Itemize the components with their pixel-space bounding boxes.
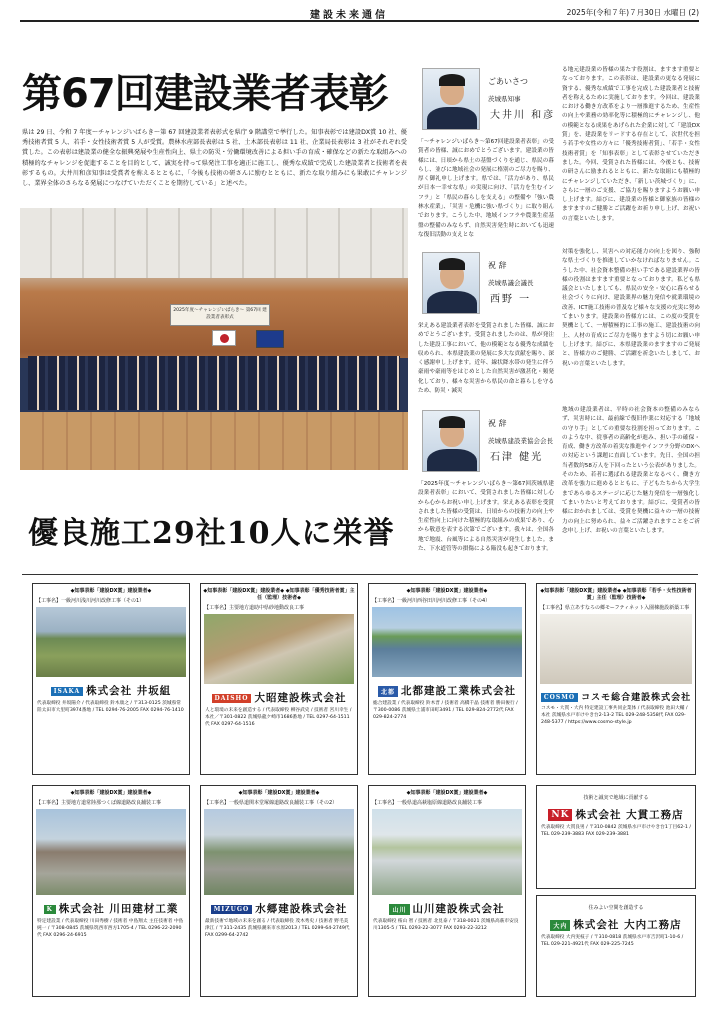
- greeting-role: 祝 辞: [488, 419, 507, 428]
- greeting-text: 対策を強化し、災害への対応能力の向上を図り、強靭な県土づくりを推進していかなければなりません。こうした中、社会資本整備の担い手である建設業界の皆様の役割はますます重要となっております。私ども県議会といたしましても、県民の安全・安心に暮らせる社会づくりに向け、建設業界の魅力発信や就業環境の改善、ICT施工技術の普及など様々な支援の充実に努めてまいります。建設業の皆様方には、この度の受賞を契機として、一層積極的に工事の施工、建設技術の向上、人材の育成にご尽力を賜りますよう切にお願い申し上げます。結びに、本県建設業のますますのご発展と、皆様方のご健勝、ご活躍を祈念いたしまして、お祝いの言葉といたします。: [562, 249, 700, 367]
- governor-portrait: [422, 68, 480, 130]
- site-photo: [372, 809, 522, 895]
- ad-company: [33, 901, 189, 916]
- people-row: [28, 356, 400, 374]
- ad-onuki: [536, 785, 696, 889]
- company-name: コスモ総合建設株式会社: [581, 693, 692, 703]
- greeting-name: 石津 健光: [490, 452, 544, 463]
- greeting-text: 「2025年度〜チャレンジいばらき〜第67回茨城県建設業者表彰」において、受賞されました皆様に対し心から心からお祝い申し上げます。栄えある表彰を受賞されました皆様の受賞は、日頃からの技術力の向上や生産性向上に向けた積極的な取組みの成果であり、心から敬意を表する次第でございます。我々は、全国各地で地震、台風等による自然災害が発生しました。また、下水道管等の損傷による陥没も起きております。: [418, 481, 554, 553]
- ad-info: コスモ・大貫・大内 特定建設工事共同企業体 / 代表取締役 池田大輔 / 本社 茨城県水戸市けやき台2-13-2 TEL 029-248-5358代 FAX 029-248-5377 / https://www.cosmo-style.jp: [541, 706, 688, 725]
- ad-tagline: 住みよい空間を創造する: [588, 905, 644, 911]
- ad-hokuto: [368, 583, 526, 775]
- ad-work: 【工事名】一般県道関本堂塚線道路改良舗装工事（その2）: [204, 800, 338, 806]
- ad-company: [537, 807, 695, 822]
- ad-info: 特定建設業 / 代表取締役 川田秀樹 / 技術者 中島翔太 主任技術者 中島純一 / 〒308-0845 茨城県筑西市西方1705-4 / TEL 0296-22-2090代 FAX 0296-24-6915: [37, 919, 184, 938]
- greeting-text: る地元建設業の皆様の果たす役割は、ますます重要となっております。この表彰は、建設業の更なる発展に資する、優秀な成績で工事を完成した建設業者と技術者を称えるために実施しております。今回は、建設業における働き方改革をより一層推進するため、生産性の向上や業務の効率化等に積極的にチャレンジし、他の模範となる成果をあげられた企業に対して「建設DX賞」を、建設業をリードする存在として、次世代を担う若手や女性の方々に「優秀技術者賞」、「若手・女性技術者賞」を「知事表彰」として表彰させていただきました。今回、受賞された皆様には、今後とも、技術の研さんに励まれるとともに、新たな取組にも積極的にチャレンジしていただき、「新しい茨城づくり」に、さらに一層のご支援、ご協力を賜りますようお願い申し上げます。結びに、建設業の皆様と御家族の皆様のますますのご健勝とご活躍をお祈り申し上げ、お祝いの言葉といたします。: [562, 67, 700, 222]
- ad-category: ◆知事表彰「建設DX賞」建設業者◆: [70, 588, 152, 594]
- greeting-name: 西野 一: [490, 294, 532, 305]
- company-name: 株式会社 大内工務店: [573, 919, 682, 931]
- greeting-text: 栄えある建設業者表彰を受賞されました皆様、誠におめでとうございます。受賞されましたのは、県が発注した建設工事において、他の模範となる優秀な成績を収められ、本県建設業の発展に多大な貢献を賜り、深く感謝申し上げます。近年、線状降水帯の発生に伴う豪雨や豪雨等をはじめとした自然災害が激甚化・頻発化しており、様々な災害から県民の命と暮らしを守るため、防災・減災: [418, 323, 554, 395]
- greeting-affiliation: 茨城県建設業協会会長: [488, 437, 553, 445]
- company-logo: DAISHO: [212, 694, 252, 703]
- ad-info: 代表取締役 大内実枝子 / 〒310-0818 茨城県水戸市吉沢町1-10-6 / TEL 029-221-4921代 FAX 029-225-7245: [541, 935, 684, 947]
- floor: [20, 412, 408, 470]
- greeting-affiliation: 茨城県議会議長: [488, 279, 534, 287]
- ad-category: ◆知事表彰「建設DX賞」建設業者◆: [238, 790, 320, 796]
- site-photo: [372, 607, 522, 677]
- company-logo: 大内: [550, 920, 570, 931]
- main-headline: 第67回建設業者表彰: [22, 71, 388, 117]
- ad-work: 【工事名】一般県道高萩塩原線道路改良舗装工事: [372, 800, 483, 806]
- site-photo: [540, 614, 692, 684]
- ad-cosmo: [536, 583, 696, 775]
- greeting-name: 大井川 和彦: [490, 110, 556, 121]
- association-portrait: [422, 410, 480, 472]
- ad-info: 代表取締役 桜山 智 / 技術者 北見泰 / 〒318-0021 茨城県高萩市安良川1305-5 / TEL 0293-22-3077 FAX 0293-22-3212: [373, 919, 519, 931]
- ad-mizugo: [200, 785, 358, 997]
- masthead: [20, 6, 699, 22]
- people-row: [28, 374, 400, 392]
- ad-ouchi: [536, 895, 696, 997]
- company-name: 山川建設株式会社: [412, 903, 505, 915]
- event-banner: 2025年度〜チャレンジいばらき〜 第67回 建設業者表彰式: [170, 304, 270, 326]
- company-name: 北都建設工業株式会社: [401, 685, 516, 697]
- ad-yamakawa: [368, 785, 526, 997]
- ad-info: 代表取締役 大貫良男 / 〒310-0842 茨城県水戸市けやき台1丁目62-1 / TEL 029-239-3883 FAX 029-239-3881: [541, 825, 691, 837]
- ad-category: ◆知事表彰「建設DX賞」建設業者◆: [406, 790, 488, 796]
- site-photo: [204, 809, 354, 895]
- greeting-role: 祝 辞: [488, 261, 507, 270]
- ad-company: [369, 901, 525, 916]
- greeting-speaker: [418, 249, 700, 402]
- site-photo: [204, 614, 354, 684]
- ceiling: [20, 208, 408, 278]
- greeting-role: ごあいさつ: [488, 77, 528, 86]
- japan-flag: [212, 330, 236, 346]
- paper-name: 建設未来通信: [310, 10, 388, 21]
- ceremony-photo: [20, 208, 408, 470]
- greeting-association: [418, 407, 700, 570]
- company-logo: 山川: [389, 904, 409, 915]
- company-name: 株式会社 井坂組: [86, 685, 172, 697]
- ad-work: 【工事名】一級河川西谷田川河川改修工事（その4）: [372, 598, 491, 604]
- ad-company: [201, 901, 357, 916]
- ad-company: [537, 690, 695, 703]
- company-name: 水郷建設株式会社: [255, 903, 348, 915]
- issue-date: 2025年(令和７年)７月30日 水曜日 (2): [566, 8, 699, 17]
- ibaraki-flag: [256, 330, 284, 348]
- ad-kawada: [32, 785, 190, 997]
- ad-tagline: 技術と誠実で地域に貢献する: [583, 795, 649, 801]
- company-name: 大昭建設株式会社: [254, 692, 347, 704]
- greeting-text: 「〜チャレンジいばらき〜第67回建設業者表彰」の受賞者の皆様、誠におめでとうございます。建設業の皆様には、日頃から県土の基盤づくりを通じ、県民の暮らし、並びに地域社会の発展に格別のご尽力を賜り、厚く御礼申し上げます。県では、「活力があり、県民が日本一幸せな県」の実現に向け、「活力を生むインフラ」と「県民の暮らしを支える」の整備や「強い農林水産業」、「災害・危機に強い県づくり」に取り組んでおります。こうした中、地域インフラや農業生産基盤の整備のみならず、自然災害発生時においても迅速な復旧活動の支えとな: [418, 139, 554, 238]
- ad-company: [201, 690, 357, 705]
- greeting-governor: [418, 68, 700, 254]
- company-logo: COSMO: [541, 693, 578, 702]
- company-logo: NK: [548, 809, 572, 821]
- ad-category: ◆知事表彰「建設DX賞」建設業者◆: [406, 588, 488, 594]
- people-row: [28, 392, 400, 410]
- site-photo: [36, 607, 186, 677]
- greeting-text: 地域の建設業者は、平時の社会資本の整備のみならず、災害時には、最前線で復旧作業に対応する「地域の守り手」としての重要な役割を担っております。このような中、従事者の高齢化が進み、担い手の確保・育成、働き方改革の着実な推進やインフラ分野のDXへの対応という課題に直面しています。先日、全国の担当者数約58万人を下回ったという公表がありました。そのため、若者に選ばれる建設業となるべく、働き方改革を強力に進めるとともに、子どもたちから大学生まであらゆるステージに応じた魅力発信を一層強化してまいりたいと考えております。結びに、受賞者の皆様におかれましては、受賞を契機に益々の一層の技術力の向上に努められ、益々ご活躍されますことをご祈念申し上げ、お祝いの言葉といたします。: [562, 407, 700, 534]
- ad-info: 代表取締役 井坂陽介 / 代表取締役 鈴木康之 / 〒313-0125 茨城県常陸太田市大里町3974番地 / TEL 0294-76-2005 FAX 0294-76-1410: [37, 701, 184, 713]
- company-name: 株式会社 川田建材工業: [58, 903, 179, 915]
- advertisement-section: [22, 574, 698, 1002]
- ad-category: ◆知事表彰「建設DX賞」建設業者◆: [70, 790, 152, 796]
- ad-daisho: [200, 583, 358, 775]
- company-logo: MIZUGO: [211, 905, 252, 914]
- ad-info: 最新技術で地域の未来を創る / 代表取締役 茂木秀史 / 技術者 野毛美津江 / 〒311-2435 茨城県潮来市水原2013 / TEL 0299-64-2749代 FAX 0299-64-2742: [205, 919, 350, 938]
- ad-work: 【工事名】主要地方道助中県砂地動改良工事: [204, 605, 305, 611]
- sub-headline: 優良施工29社10人に栄誉: [28, 516, 395, 551]
- ad-category: ◆知事表彰「建設DX賞」建設業者◆ ◆知事表彰「優秀技術者賞」主任（監理）技術者◆: [203, 588, 355, 601]
- company-logo: 北都: [378, 686, 398, 697]
- ad-company: [537, 917, 695, 932]
- company-logo: ISAKA: [51, 687, 83, 696]
- ad-work: 【工事名】一級河川浅川河川改修工事（その1）: [36, 598, 145, 604]
- site-photo: [36, 809, 186, 895]
- ad-info: 人と環境の未来を創造する / 代表取締役 柳谷武史 / 技術者 宮川幸生 / 本社／〒301-0822 茨城県龍ケ崎市1686番地 / TEL 0297-64-1511代 FAX 0297-64-1516: [205, 708, 352, 727]
- ad-company: [33, 683, 189, 698]
- ad-category: ◆知事表彰「建設DX賞」建設業者◆ ◆知事表彰「若手・女性技術者賞」主任（監理）技術者◆: [540, 588, 692, 601]
- ad-info: 総合建設業 / 代表取締役 鈴木晋 / 技術者 高橋千晶 技術者 勝田俊行 / 〒300-0086 茨城県土浦市田町3491 / TEL 029-824-2772代 FAX 029-824-2774: [373, 701, 518, 720]
- ad-company: [369, 683, 525, 698]
- ad-isaka: [32, 583, 190, 775]
- ad-work: 【工事名】主要地方道常陸那つくば線道路改良舗装工事: [36, 800, 162, 806]
- speaker-portrait: [422, 252, 480, 314]
- ad-work: 【工事名】県立あすなろの郷モーフティネット入園棟施設新築工事: [540, 605, 690, 611]
- greeting-affiliation: 茨城県知事: [488, 95, 521, 103]
- company-name: 株式会社 大貫工務店: [575, 809, 684, 821]
- company-logo: K: [44, 905, 56, 914]
- lead-paragraph: 県は 29 日、令和 7 年度〜チャレンジいばらき〜第 67 回建設業者表彰式を県庁 9 階講堂で挙行した。知事表彰では建設DX賞 10 社、優秀技術者賞 5 人、若手・女性技術者賞 5 人が受賞。農林水産部長表彰は 5 社、土木部長表彰は 11 社、企業局長表彰は 3 社がそれぞれ受賞した。この表彰は建設業の健全な振興発展や生産性向上、県土の防災・労働環境改善による担い手の育成・確保などの新たな取組みへの積極的なチャレンジを促進することを目的として、誠実を持って県発注工事を適正に施工し、優秀な成績で完成した建設業者と技術者を表彰するもの。大井川和彦知事は受賞者を称えるとともに、「今後も技術の研さんに励むとともに、新たな取り組みにも果敢にチャレンジし、業界全体のさらなる発展につなげていただくことを期待している」と述べた。: [22, 129, 407, 188]
